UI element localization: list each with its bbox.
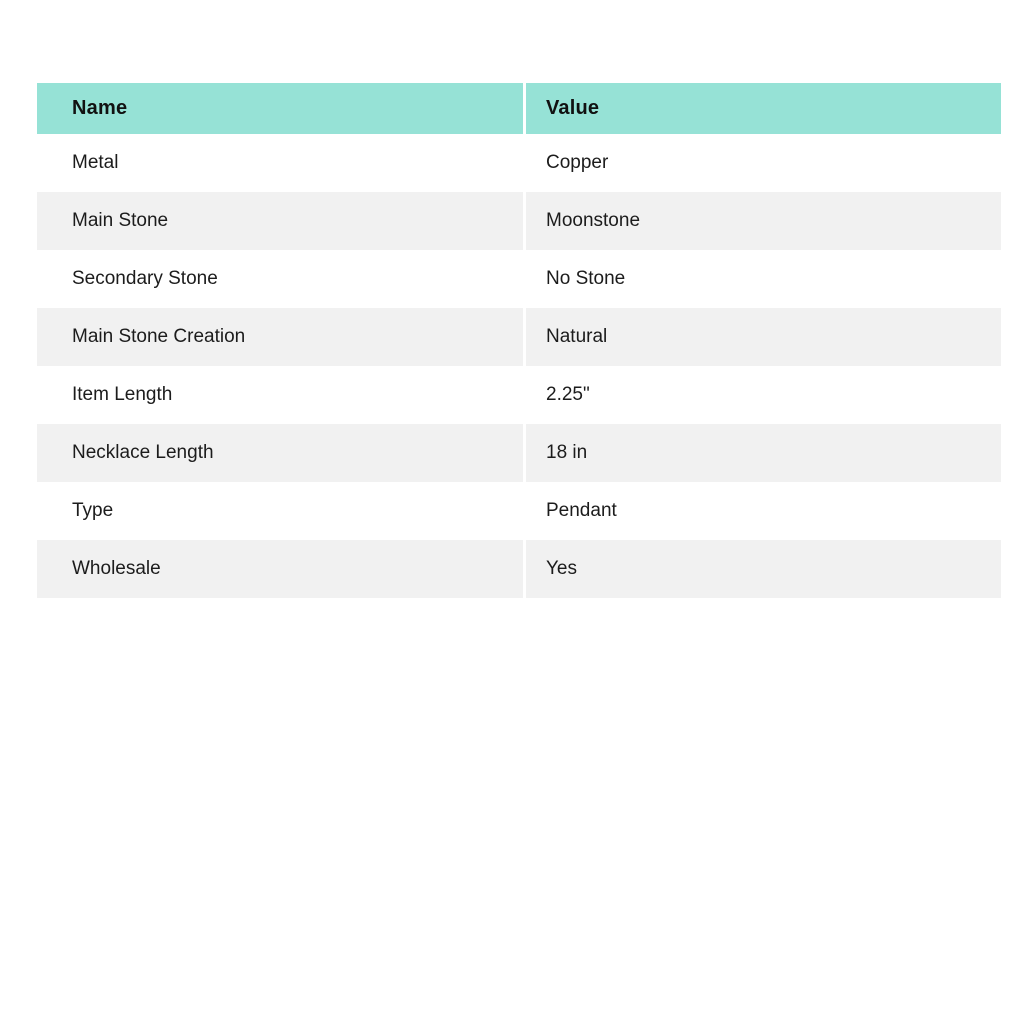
table-header-row [37, 83, 1001, 134]
row-value: Pendant [546, 500, 617, 521]
table-row [37, 134, 1001, 192]
row-value: Copper [546, 152, 609, 173]
row-label-cell [37, 366, 523, 424]
row-value-cell [526, 192, 1001, 250]
row-value-cell [526, 134, 1001, 192]
row-label: Wholesale [72, 558, 161, 579]
row-value-cell [526, 250, 1001, 308]
row-label: Secondary Stone [72, 268, 218, 289]
table-row [37, 308, 1001, 366]
row-label: Main Stone Creation [72, 326, 246, 347]
row-label: Main Stone [72, 210, 169, 231]
row-value-cell [526, 366, 1001, 424]
row-label-cell [37, 482, 523, 540]
row-label: Metal [72, 152, 119, 173]
table-row [37, 250, 1001, 308]
table-row [37, 192, 1001, 250]
row-value: 2.25" [546, 384, 590, 405]
row-value: 18 in [546, 442, 588, 463]
table-row [37, 482, 1001, 540]
row-value: Moonstone [546, 210, 641, 231]
row-label: Necklace Length [72, 442, 214, 463]
row-label-cell [37, 250, 523, 308]
row-value-cell [526, 424, 1001, 482]
header-value-label: Value [546, 97, 600, 119]
row-value-cell [526, 482, 1001, 540]
row-label-cell [37, 424, 523, 482]
row-label-cell [37, 134, 523, 192]
row-label: Item Length [72, 384, 173, 405]
row-label-cell [37, 192, 523, 250]
row-value: Yes [546, 558, 577, 579]
header-name-label: Name [72, 97, 128, 119]
row-value: Natural [546, 326, 608, 347]
row-label-cell [37, 540, 523, 598]
table-row [37, 424, 1001, 482]
table-row [37, 366, 1001, 424]
header-cell-name [37, 83, 523, 134]
row-value-cell [526, 308, 1001, 366]
table-row [37, 540, 1001, 598]
specifications-table [37, 83, 1001, 598]
row-label: Type [72, 500, 114, 521]
row-value-cell [526, 540, 1001, 598]
row-value: No Stone [546, 268, 626, 289]
row-label-cell [37, 308, 523, 366]
header-cell-value [526, 83, 1001, 134]
